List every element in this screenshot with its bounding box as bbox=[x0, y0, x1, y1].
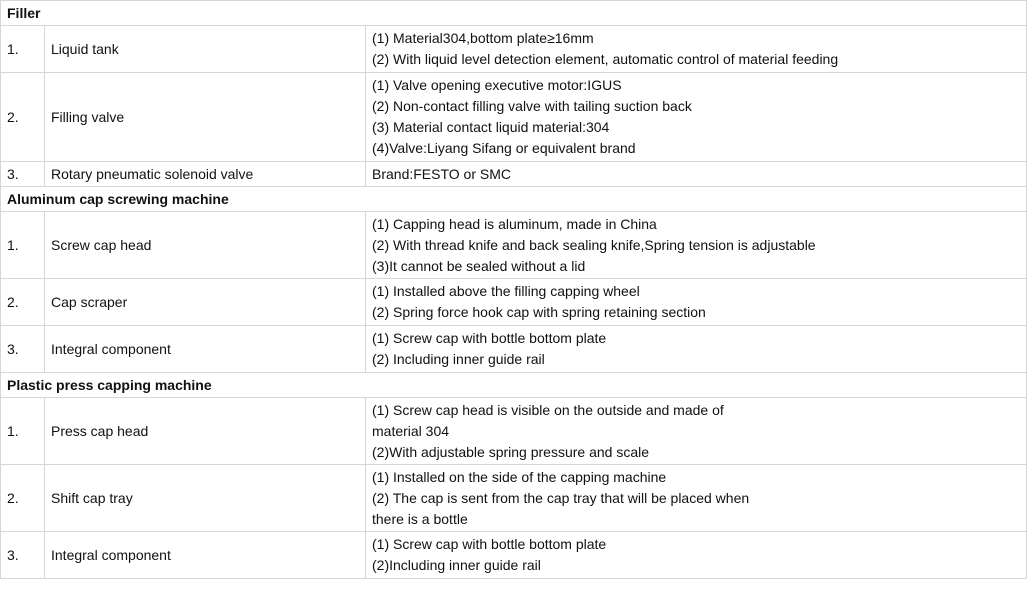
row-item: Screw cap head bbox=[45, 212, 366, 279]
section-title: Filler bbox=[1, 1, 1027, 26]
description-line: Brand:FESTO or SMC bbox=[372, 165, 512, 182]
section-title: Aluminum cap screwing machine bbox=[1, 187, 1027, 212]
row-number: 2. bbox=[1, 465, 45, 532]
description-line: (1) Installed on the side of the capping machine bbox=[372, 468, 667, 485]
description-line: (1) Screw cap head is visible on the outside and made of bbox=[372, 401, 724, 418]
row-number: 1. bbox=[1, 212, 45, 279]
description-line: (1) Screw cap with bottle bottom plate bbox=[372, 536, 607, 552]
description-line: (1) Capping head is aluminum, made in China bbox=[372, 215, 657, 232]
description-line: (3)It cannot be sealed without a lid bbox=[372, 257, 586, 274]
description-line: (1) Screw cap with bottle bottom plate bbox=[372, 330, 607, 346]
row-item: Liquid tank bbox=[45, 26, 366, 73]
row-item: Filling valve bbox=[45, 73, 366, 162]
row-description bbox=[366, 532, 1027, 579]
row-number: 3. bbox=[1, 326, 45, 373]
table-row bbox=[1, 279, 1027, 326]
description-line: (1) Installed above the filling capping wheel bbox=[372, 283, 640, 299]
row-description bbox=[366, 73, 1027, 162]
row-number: 1. bbox=[1, 398, 45, 465]
row-item: Integral component bbox=[45, 326, 366, 373]
description-line: (2)Including inner guide rail bbox=[372, 557, 541, 573]
row-number: 1. bbox=[1, 26, 45, 73]
row-description bbox=[366, 326, 1027, 373]
row-description bbox=[366, 465, 1027, 532]
description-line: material 304 bbox=[372, 422, 450, 439]
row-number: 2. bbox=[1, 279, 45, 326]
row-number: 3. bbox=[1, 532, 45, 579]
description-line: (3) Material contact liquid material:304 bbox=[372, 119, 610, 135]
description-line: (1) Valve opening executive motor:IGUS bbox=[372, 77, 622, 93]
row-item: Press cap head bbox=[45, 398, 366, 465]
description-line: (2)With adjustable spring pressure and scale bbox=[372, 443, 650, 460]
table-row bbox=[1, 26, 1027, 73]
row-description bbox=[366, 162, 1027, 187]
table-row bbox=[1, 212, 1027, 279]
table-row bbox=[1, 532, 1027, 579]
table-row bbox=[1, 398, 1027, 465]
description-line: (2) The cap is sent from the cap tray that will be placed when bbox=[372, 489, 750, 506]
description-line: (1) Material304,bottom plate≥16mm bbox=[372, 30, 594, 46]
table-row bbox=[1, 465, 1027, 532]
row-description bbox=[366, 398, 1027, 465]
row-description bbox=[366, 279, 1027, 326]
description-line: (2) Including inner guide rail bbox=[372, 351, 545, 367]
description-line: (2) Spring force hook cap with spring retaining section bbox=[372, 304, 706, 320]
table-row bbox=[1, 326, 1027, 373]
description-line: there is a bottle bbox=[372, 510, 468, 527]
row-description bbox=[366, 212, 1027, 279]
table-row bbox=[1, 73, 1027, 162]
description-line: (4)Valve:Liyang Sifang or equivalent brand bbox=[372, 140, 636, 156]
row-item: Cap scraper bbox=[45, 279, 366, 326]
section-title: Plastic press capping machine bbox=[1, 373, 1027, 398]
row-number: 2. bbox=[1, 73, 45, 162]
table-row bbox=[1, 162, 1027, 187]
row-number: 3. bbox=[1, 162, 45, 187]
description-line: (2) With liquid level detection element, automatic control of material feeding bbox=[372, 51, 839, 67]
row-item: Rotary pneumatic solenoid valve bbox=[45, 162, 366, 187]
description-line: (2) Non-contact filling valve with tailing suction back bbox=[372, 98, 692, 114]
row-item: Integral component bbox=[45, 532, 366, 579]
row-description bbox=[366, 26, 1027, 73]
row-item: Shift cap tray bbox=[45, 465, 366, 532]
description-line: (2) With thread knife and back sealing knife,Spring tension is adjustable bbox=[372, 236, 816, 253]
